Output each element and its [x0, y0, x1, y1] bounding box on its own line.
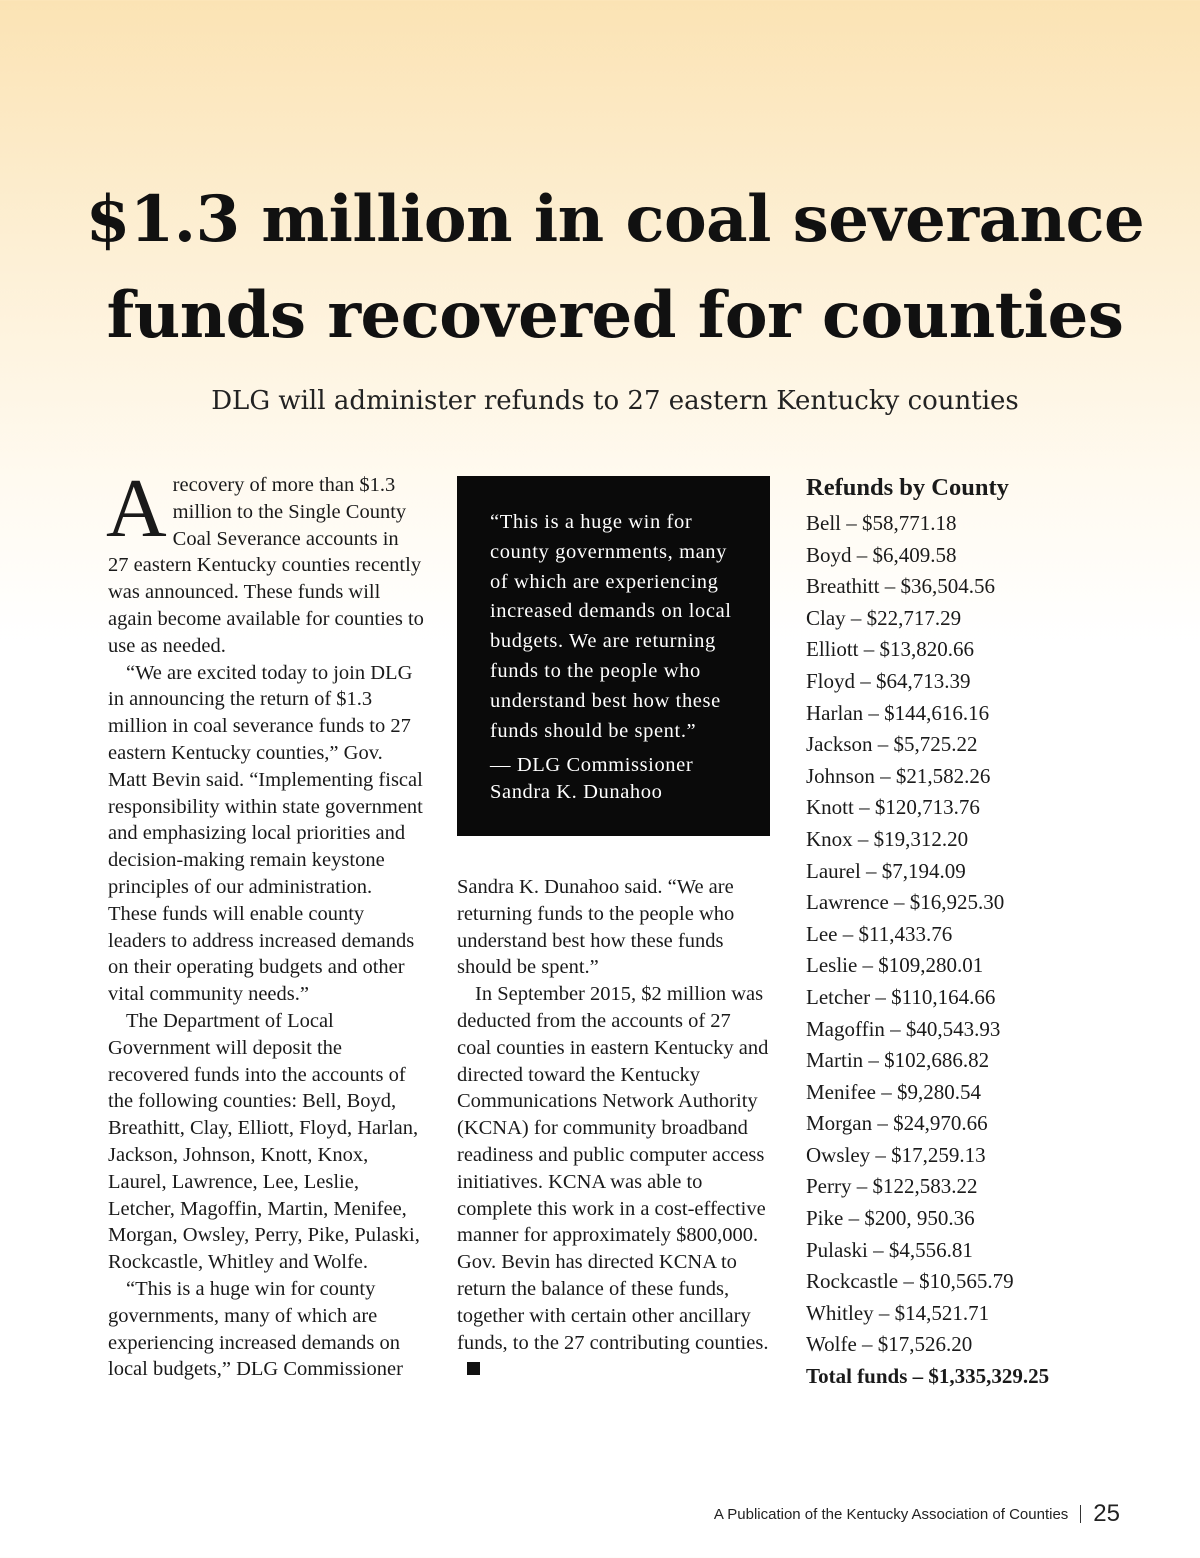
refund-item: Rockcastle – $10,565.79: [806, 1269, 1014, 1294]
footer-divider: [1080, 1505, 1081, 1523]
attribution-line-2: Sandra K. Dunahoo: [490, 781, 663, 804]
refund-item: Martin – $102,686.82: [806, 1048, 990, 1073]
refund-item: Floyd – $64,713.39: [806, 668, 971, 693]
end-of-story-mark: [467, 1362, 480, 1375]
pull-quote-attribution: [490, 752, 750, 806]
refund-item: Bell – $58,771.18: [806, 511, 957, 535]
paragraph-6-text: In September 2015, $2 million was deducted from the accounts of 27 coal counties in eastern Kentucky and directed toward the Kentucky Communications Network Authority (KCNA) for community broadband readiness and public computer access initiatives. KCNA was able to complete this work in a cost-effective manner for approximately $800,000. Gov. Bevin has directed KCNA to return the balance of these funds, together with certain other ancillary funds, to the 27 contributing counties.: [457, 983, 769, 1354]
headline-line-1: $1.3 million in coal severance: [85, 182, 1145, 257]
refund-item: Boyd – $6,409.58: [806, 542, 957, 567]
paragraph-3: The Department of Local Government will deposit the recovered funds into the accounts of the following counties: Bell, Boyd, Breathitt, Clay, Elliott, Floyd, Harlan, Jackson, Johnson, Knott, Knox, Laurel, Lawrence, Lee, Leslie, Letcher, Magoffin, Martin, Menifee, Morgan, Owsley, Perry, Pike, Pulaski, Rockcastle, Whitley and Wolfe.: [108, 1009, 420, 1274]
refund-item: Magoffin – $40,543.93: [806, 1016, 1001, 1041]
paragraph-1: [106, 462, 424, 660]
attribution-line-1: — DLG Commissioner: [490, 754, 694, 777]
refund-item: Lawrence – $16,925.30: [806, 890, 1005, 915]
paragraph-1-text: recovery of more than $1.3 million to the Single County Coal Severance accounts in 27 eastern Kentucky counties recently was announced. These funds will again become available for counties to use as needed.: [108, 474, 424, 657]
refund-item: Perry – $122,583.22: [806, 1174, 978, 1199]
refund-item: Leslie – $109,280.01: [806, 953, 984, 978]
refund-item: Knott – $120,713.76: [806, 795, 980, 820]
refund-item: Laurel – $7,194.09: [806, 858, 966, 883]
article-headline: [60, 172, 1170, 364]
refund-item: Knox – $19,312.20: [806, 826, 969, 851]
pull-quote-text: “This is a huge win for county governments, many of which are experiencing increased demands on local budgets. We are returning funds to the people who understand best how these funds should be spent.”: [490, 511, 732, 742]
paragraph-6: [457, 981, 769, 1383]
refund-item: Menifee – $9,280.54: [806, 1079, 981, 1104]
refunds-total: Total funds – $1,335,329.25: [806, 1364, 1050, 1389]
refunds-title: Refunds by County: [806, 474, 1009, 501]
body-column-1: [106, 462, 424, 1383]
headline-line-2: funds recovered for counties: [106, 278, 1124, 353]
refund-item: Letcher – $110,164.66: [806, 984, 996, 1009]
refund-item: Breathitt – $36,504.56: [806, 574, 995, 599]
refund-item: Lee – $11,433.76: [806, 921, 953, 946]
page-number: 25: [1093, 1500, 1120, 1527]
paragraph-5: Sandra K. Dunahoo said. “We are returning funds to the people who understand best how these funds should be spent.”: [457, 876, 735, 979]
refund-item: Jackson – $5,725.22: [806, 732, 978, 757]
refund-item: Clay – $22,717.29: [806, 605, 962, 630]
refund-item: Elliott – $13,820.66: [806, 637, 974, 662]
drop-cap: A: [106, 462, 167, 555]
refund-item: Owsley – $17,259.13: [806, 1142, 986, 1167]
refund-item: Wolfe – $17,526.20: [806, 1332, 973, 1357]
refund-item: Morgan – $24,970.66: [806, 1111, 988, 1136]
refund-item: Whitley – $14,521.71: [806, 1300, 990, 1325]
refund-item: Pulaski – $4,556.81: [806, 1237, 973, 1262]
refunds-sidebar: [806, 472, 1136, 1393]
body-column-2: [457, 874, 769, 1383]
refunds-list: [806, 508, 1136, 1393]
paragraph-2: “We are excited today to join DLG in announcing the return of $1.3 million in coal severance funds to 27 eastern Kentucky counties,” Gov. Matt Bevin said. “Implementing fiscal responsibility within state government and emphasizing local priorities and decision-making remain keystone principles of our administration. These funds will enable county leaders to address increased demands on their operating budgets and other vital community needs.”: [108, 661, 423, 1006]
pull-quote-box: [457, 476, 770, 836]
publication-credit: A Publication of the Kentucky Association of Counties: [713, 1505, 1069, 1523]
refund-item: Pike – $200, 950.36: [806, 1206, 975, 1231]
page-footer: [714, 1500, 1120, 1528]
refund-item: Harlan – $144,616.16: [806, 700, 990, 725]
article-subhead: DLG will administer refunds to 27 eastern Kentucky counties: [211, 386, 1019, 416]
paragraph-4: “This is a huge win for county governments, many of which are experiencing increased demands on local budgets,” DLG Commissioner: [108, 1277, 403, 1381]
refund-item: Johnson – $21,582.26: [806, 763, 991, 788]
